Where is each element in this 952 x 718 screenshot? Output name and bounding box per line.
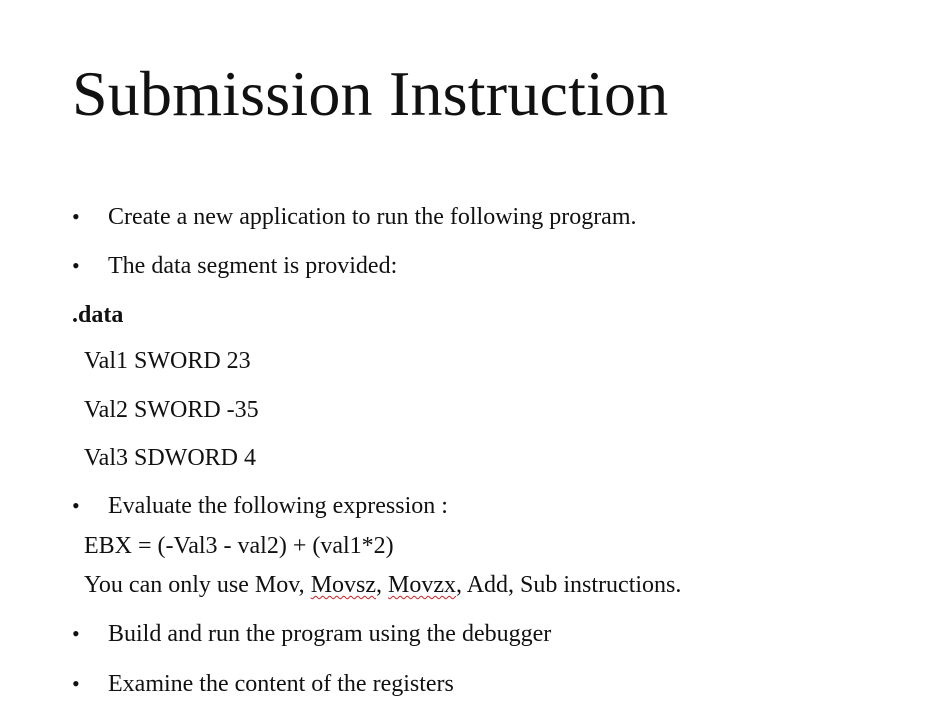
bullet-create-application: Create a new application to run the following program.	[108, 204, 637, 230]
bullet-marker: •	[72, 253, 80, 278]
slide-title: Submission Instruction	[72, 58, 669, 129]
data-line-val2: Val2 SWORD -35	[84, 397, 259, 423]
bullet-marker: •	[72, 493, 80, 518]
bullet-data-segment: The data segment is provided:	[108, 253, 398, 279]
bullet-build-run: Build and run the program using the debugger	[108, 621, 552, 647]
bullet-marker: •	[72, 204, 80, 229]
restriction-separator: ,	[376, 572, 389, 598]
restriction-word-movzx: Movzx	[388, 572, 457, 598]
bullet-marker: •	[72, 671, 80, 696]
restriction-word-movsz: Movsz	[310, 572, 377, 598]
restriction-line	[84, 570, 681, 600]
bullet-marker: •	[72, 621, 80, 646]
data-line-val1: Val1 SWORD 23	[84, 348, 251, 374]
restriction-suffix: , Add, Sub instructions.	[456, 572, 682, 598]
restriction-prefix: You can only use Mov,	[84, 572, 311, 598]
data-line-val3: Val3 SDWORD 4	[84, 445, 256, 471]
data-label: .data	[72, 302, 124, 328]
bullet-evaluate-expression: Evaluate the following expression :	[108, 493, 448, 519]
expression-line: EBX = (-Val3 - val2) + (val1*2)	[84, 533, 394, 559]
bullet-examine-registers: Examine the content of the registers	[108, 671, 454, 697]
